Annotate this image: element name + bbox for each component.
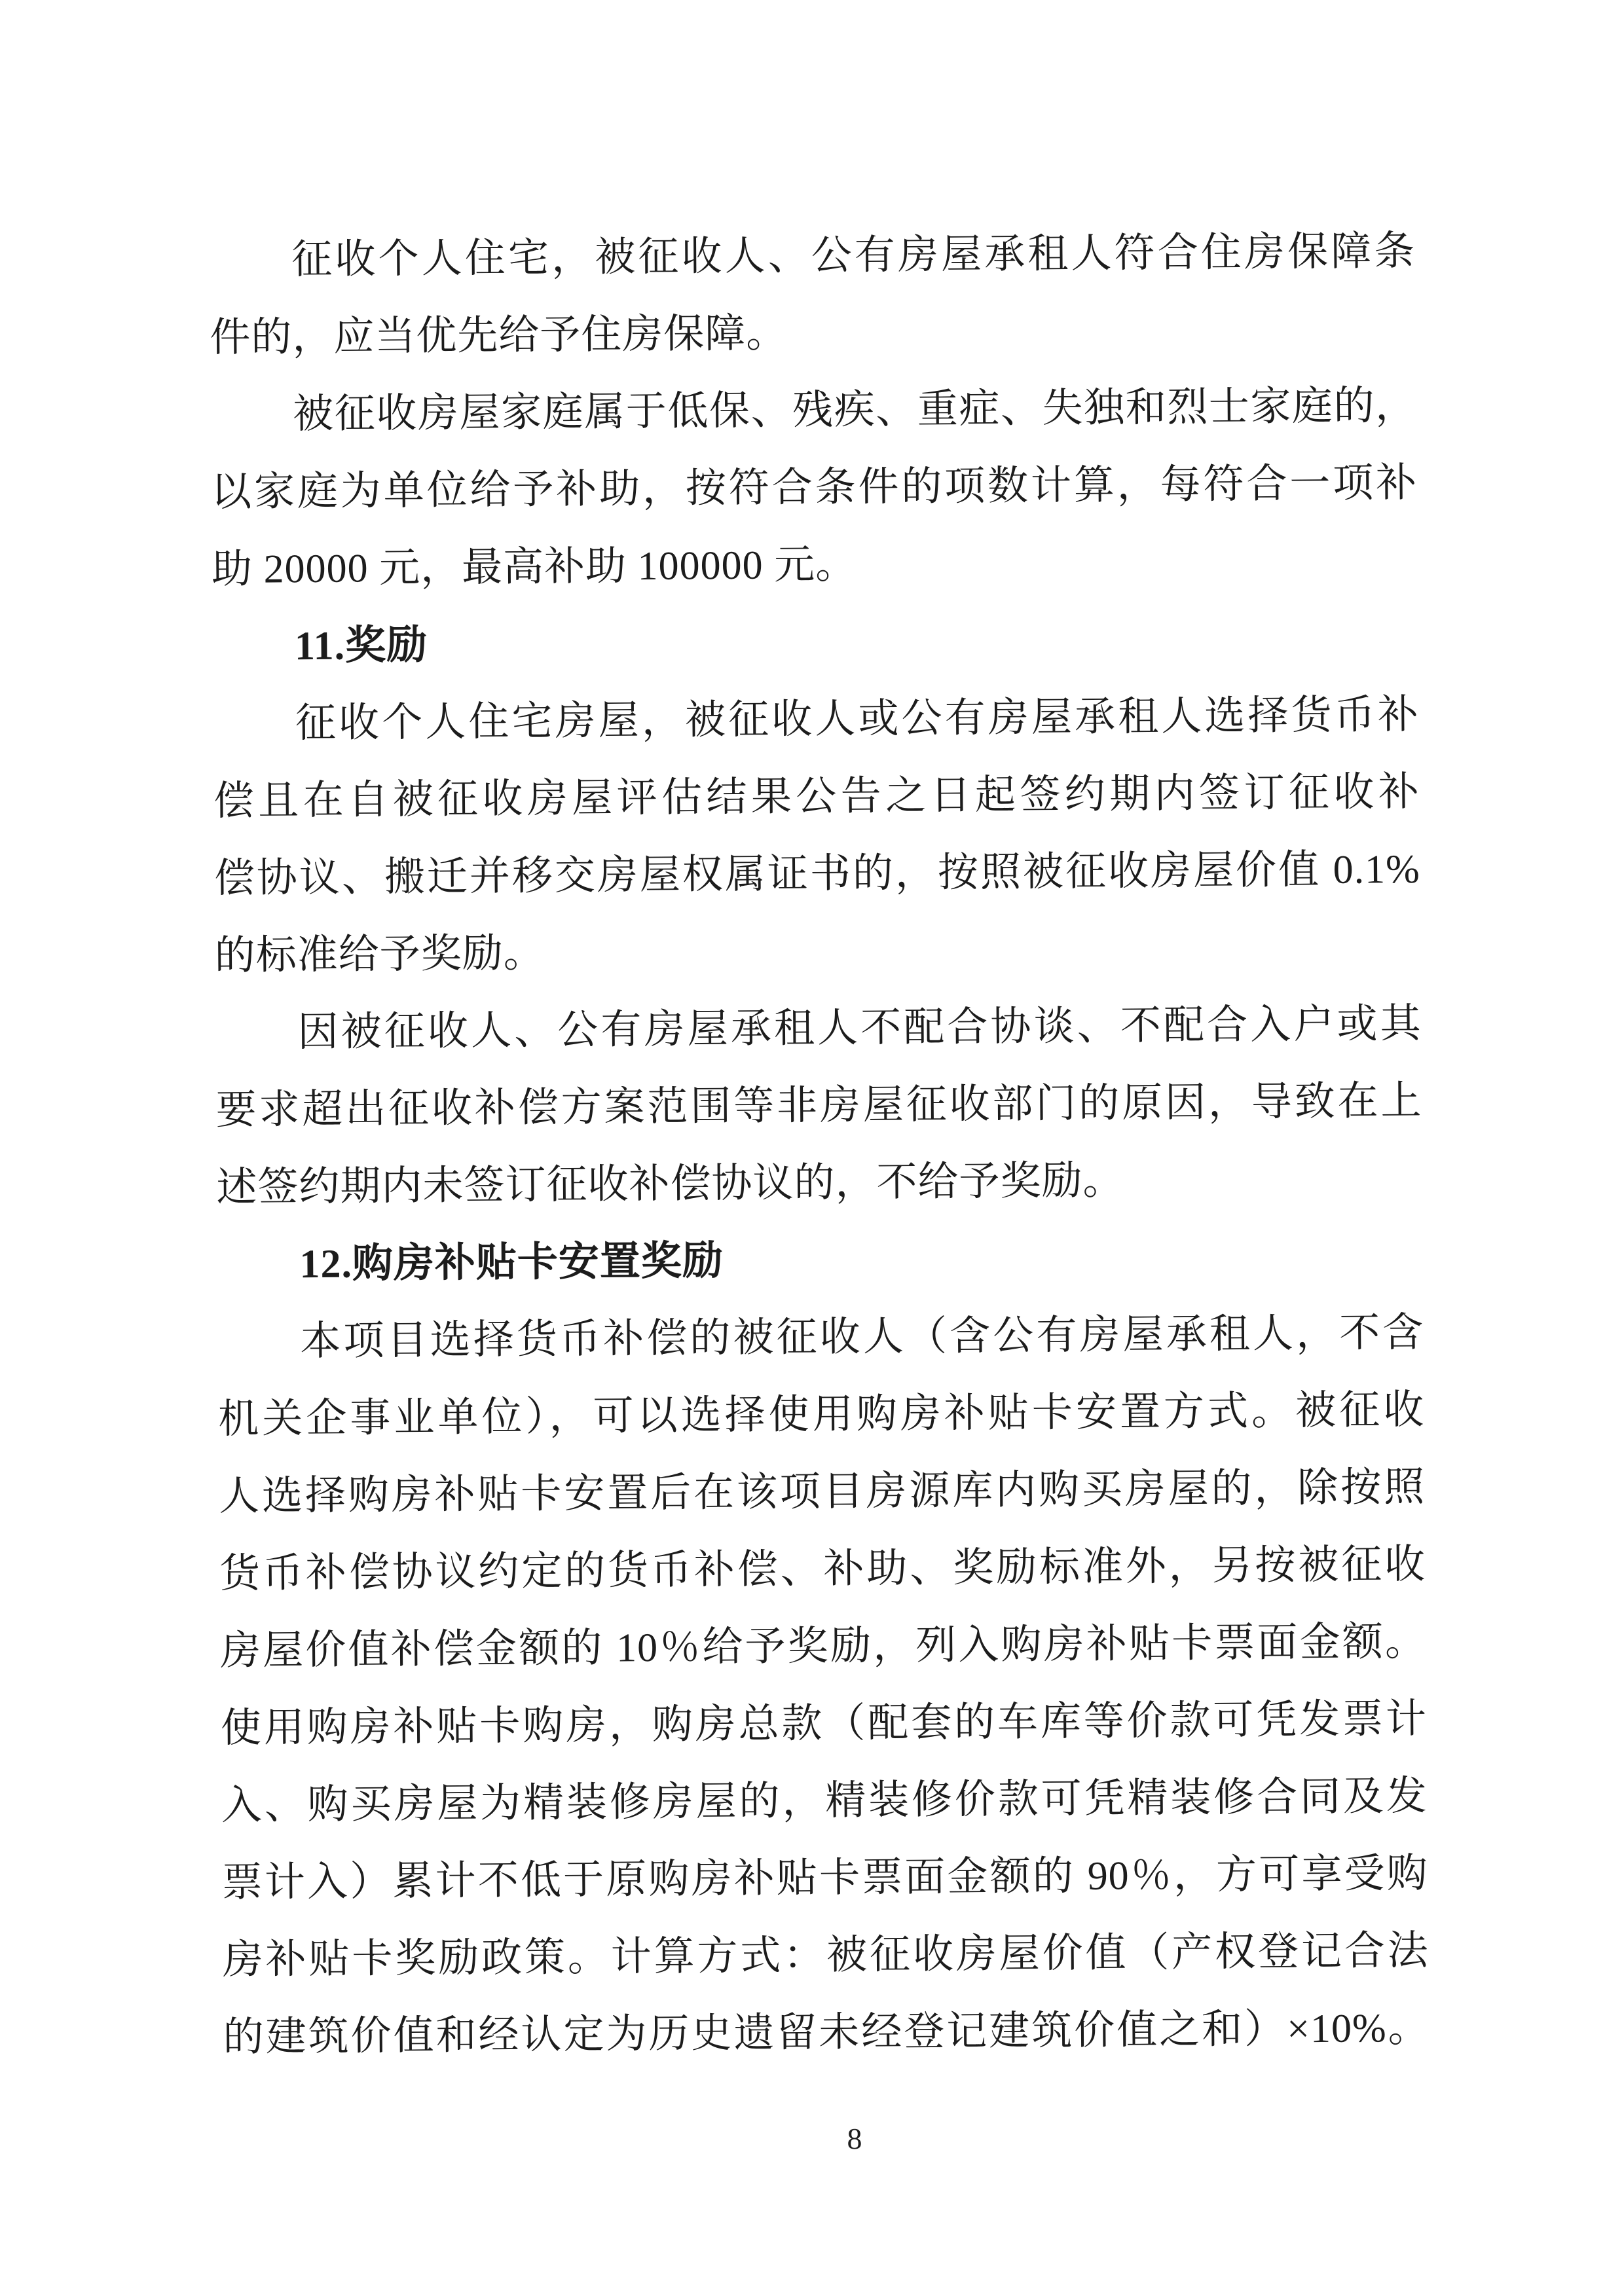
text-line: 机关企事业单位），可以选择使用购房补贴卡安置方式。被征收 [218,1387,1425,1442]
text-line: 使用购房补贴卡购房，购房总款（配套的车库等价款可凭发票计 [220,1696,1428,1751]
text-line: 要求超出征收补偿方案范围等非房屋征收部门的原因，导致在上 [215,1078,1422,1133]
text-line: 述签约期内未签订征收补偿协议的，不给予奖励。 [216,1158,1124,1211]
text-line: 助 20000 元，最高补助 100000 元。 [211,542,857,592]
text-line: 人选择购房补贴卡安置后在该项目房源库内购买房屋的，除按照 [218,1465,1426,1520]
text-line: 房屋价值补偿金额的 10％给予奖励，列入购房补贴卡票面金额。 [219,1619,1427,1674]
document-body [209,213,1430,2076]
section-heading: 11.奖励 [294,623,428,669]
text-line: 偿协议、搬迁并移交房屋权属证书的，按照被征收房屋价值 0.1% [213,847,1420,902]
text-line: 的建筑价值和经认定为历史遗留未经登记建筑价值之和）×10%。 [223,2005,1430,2060]
text-line: 房补贴卡奖励政策。计算方式：被征收房屋价值（产权登记合法 [222,1928,1429,1983]
text-line: 被征收房屋家庭属于低保、残疾、重症、失独和烈士家庭的， [292,383,1417,437]
page-number: 8 [847,2122,862,2155]
text-line: 入、购买房屋为精装修房屋的，精装修价款可凭精装修合同及发 [221,1774,1428,1829]
text-line: 征收个人住宅房屋，被征收人或公有房屋承租人选择货币补 [295,692,1420,746]
text-line: 票计入）累计不低于原购房补贴卡票面金额的 90％，方可享受购 [221,1851,1429,1906]
text-line: 征收个人住宅，被征收人、公有房屋承租人符合住房保障条 [291,228,1416,283]
text-line: 的标准给予奖励。 [214,931,545,979]
text-line: 货币补偿协议约定的货币补偿、补助、奖励标准外，另按被征收 [219,1542,1426,1597]
text-line: 因被征收人、公有房屋承租人不配合协谈、不配合入户或其 [297,1001,1422,1055]
text-line: 本项目选择货币补偿的被征收人（含公有房屋承租人，不含 [300,1310,1424,1364]
text-line: 偿且在自被征收房屋评估结果公告之日起签约期内签订征收补 [213,769,1420,824]
text-line: 件的，应当优先给予住房保障。 [210,311,788,361]
section-heading: 12.购房补贴卡安置奖励 [299,1239,724,1287]
text-line: 以家庭为单位给予补助，按符合条件的项数计算，每符合一项补 [210,460,1418,515]
